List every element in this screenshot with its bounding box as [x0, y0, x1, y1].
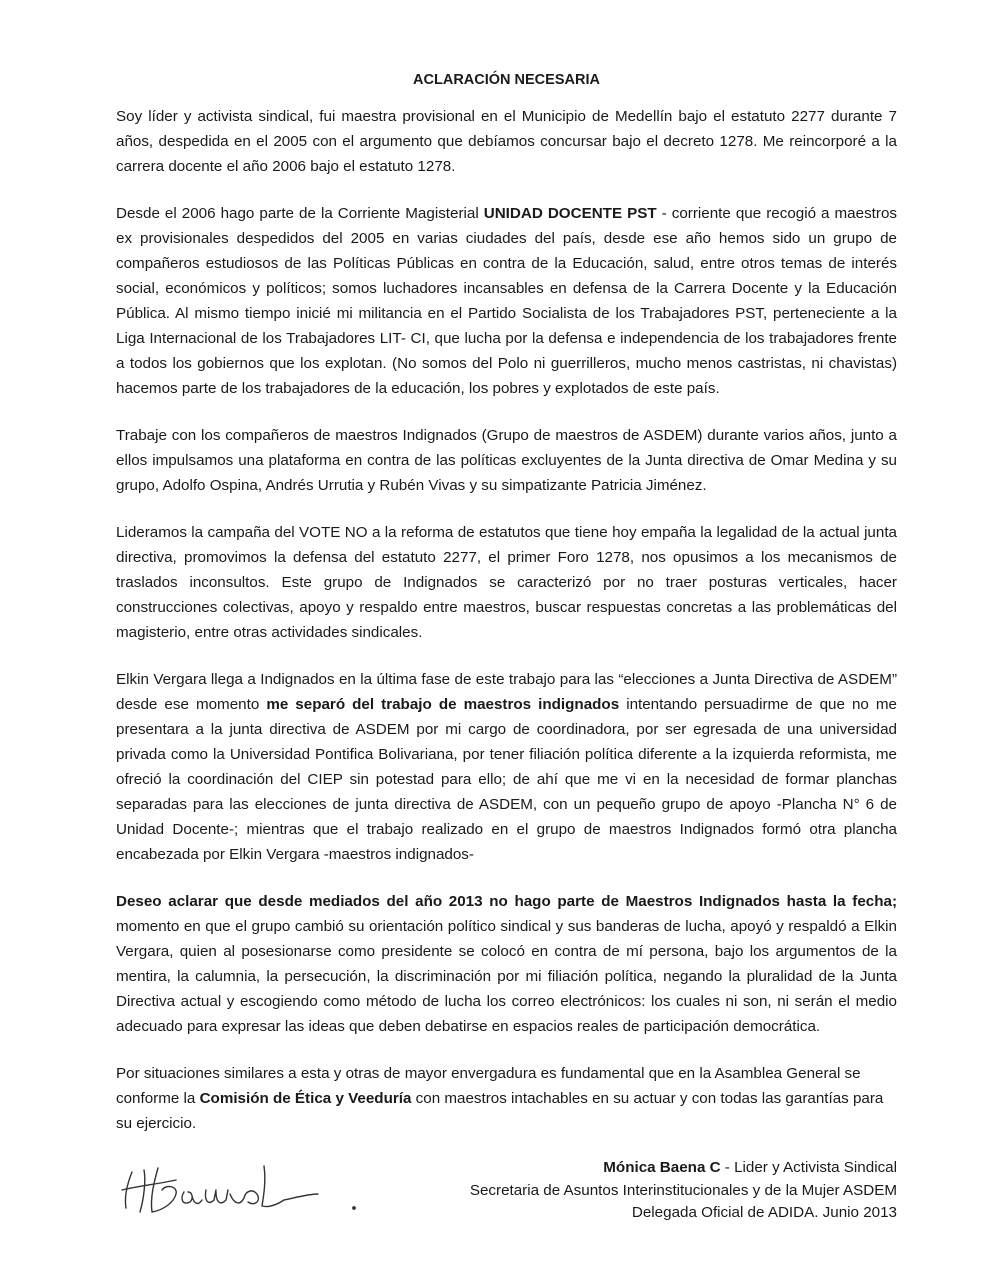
document-body: [116, 70, 897, 1136]
signer-position: Secretaria de Asuntos Interinstitucionales y de la Mujer ASDEM: [469, 1181, 897, 1199]
paragraph-2-bold: UNIDAD DOCENTE PST: [483, 205, 657, 222]
signature-block: [470, 1157, 897, 1225]
paragraph-7: [116, 1061, 897, 1136]
paragraph-3: Trabaje con los compañeros de maestros Indignados (Grupo de maestros de ASDEM) durante varios años, junto a ellos impulsamos una plataforma en contra de las políticas excluyentes de la Junta directiva de Omar Medina y su grupo, Adolfo Ospina, Andrés Urrutia y Rubén Vivas y su simpatizante Patricia Jiménez.: [116, 427, 897, 494]
paragraph-7-text-b: con maestros intachables en su actuar y con todas las garantías para su ejercicio.: [116, 1090, 884, 1132]
paragraph-6-bold: Deseo aclarar que desde mediados del año 2013 no hago parte de Maestros Indignados hasta la fecha;: [116, 893, 897, 910]
document-title: ACLARACIÓN NECESARIA: [413, 72, 600, 88]
paragraph-6: [116, 889, 897, 1039]
signer-name: Mónica Baena C: [603, 1159, 721, 1176]
paragraph-5: [116, 667, 897, 867]
signature-name-line: [470, 1157, 897, 1180]
signer-role: - Lider y Activista Sindical: [720, 1159, 897, 1176]
paragraph-5-bold: me separó del trabajo de maestros indignados: [266, 696, 620, 713]
paragraph-2-text-b: - corriente que recogió a maestros ex provisionales despedidos del 2005 en varias ciudades del país, desde ese año hemos sido un grupo de compañeros estudiosos de las Políticas Públicas en contra de la Educación, salud, entre otros temas de interés social, económicos y políticos; somos luchadores incansables en defensa de la Carrera Docente y la Educación Pública. Al mismo tiempo inicié mi militancia en el Partido Socialista de los Trabajadores PST, perteneciente a la Liga Internacional de los Trabajadores LIT- CI, que lucha por la defensa e independencia de los trabajadores frente a todos los gobiernos que los explotan. (No somos del Polo ni guerrilleros, mucho menos castristas, ni chavistas) hacemos parte de los trabajadores de la educación, los pobres y explotados de este país.: [116, 205, 897, 397]
paragraph-7-bold: Comisión de Ética y Veeduría: [199, 1090, 412, 1107]
paragraph-6-text-b: momento en que el grupo cambió su orientación político sindical y sus banderas de lucha, apoyó y respaldó a Elkin Vergara, quien al posesionarse como presidente se colocó en contra de mí persona, bajo los argumentos de la mentira, la calumnia, la persecución, la discriminación por mi filiación política, negando la pluralidad de la Junta Directiva actual y escogiendo como método de lucha los correo electrónicos: los cuales ni son, ni serán el medio adecuado para expresar las ideas que deben debatirse en espacios reales de participación democrática.: [116, 918, 897, 1035]
paragraph-1: Soy líder y activista sindical, fui maestra provisional en el Municipio de Medellín bajo el estatuto 2277 durante 7 años, despedida en el 2005 con el argumento que debíamos concursar bajo el decreto 1278. Me reincorporé a la carrera docente el año 2006 bajo el estatuto 1278.: [116, 108, 897, 175]
paragraph-2: [116, 201, 897, 401]
paragraph-7-text-a: Por situaciones similares a esta y otras de mayor envergadura es fundamental que en la Asamblea General se conforme la: [116, 1065, 861, 1107]
paragraph-2-text-a: Desde el 2006 hago parte de la Corriente Magisterial: [116, 205, 484, 222]
signer-delegation: Delegada Oficial de ADIDA. Junio 2013: [631, 1204, 897, 1221]
paragraph-4: Lideramos la campaña del VOTE NO a la reforma de estatutos que tiene hoy empaña la legalidad de la actual junta directiva, promovimos la defensa del estatuto 2277, el primer Foro 1278, nos opusimos a los mecanismos de traslados inconsultos. Este grupo de Indignados se caracterizó por no traer posturas verticales, hacer construcciones colectivas, apoyo y respaldo entre maestros, buscar respuestas concretas a las problemáticas del magisterio, entre otras actividades sindicales.: [116, 524, 897, 641]
handwritten-signature: [118, 1160, 408, 1220]
paragraph-5-text-b: intentando persuadirme de que no me presentara a la junta directiva de ASDEM por mi cargo de coordinadora, por ser egresada de una universidad privada como la Universidad Pontifica Bolivariana, por tener filiación política diferente a la izquierda reformista, me ofreció la coordinación del CIEP sin potestad para ello; de ahí que me vi en la necesidad de formar planchas separadas para las elecciones de junta directiva de ASDEM, con un pequeño grupo de apoyo -Plancha N° 6 de Unidad Docente-; mientras que el trabajo realizado en el grupo de maestros Indignados formó otra plancha encabezada por Elkin Vergara -maestros indignados-: [116, 696, 897, 863]
paragraph-5-text-a: Elkin Vergara llega a Indignados en la última fase de este trabajo para las “elecciones a Junta Directiva de ASDEM” desde ese momento: [116, 671, 897, 713]
